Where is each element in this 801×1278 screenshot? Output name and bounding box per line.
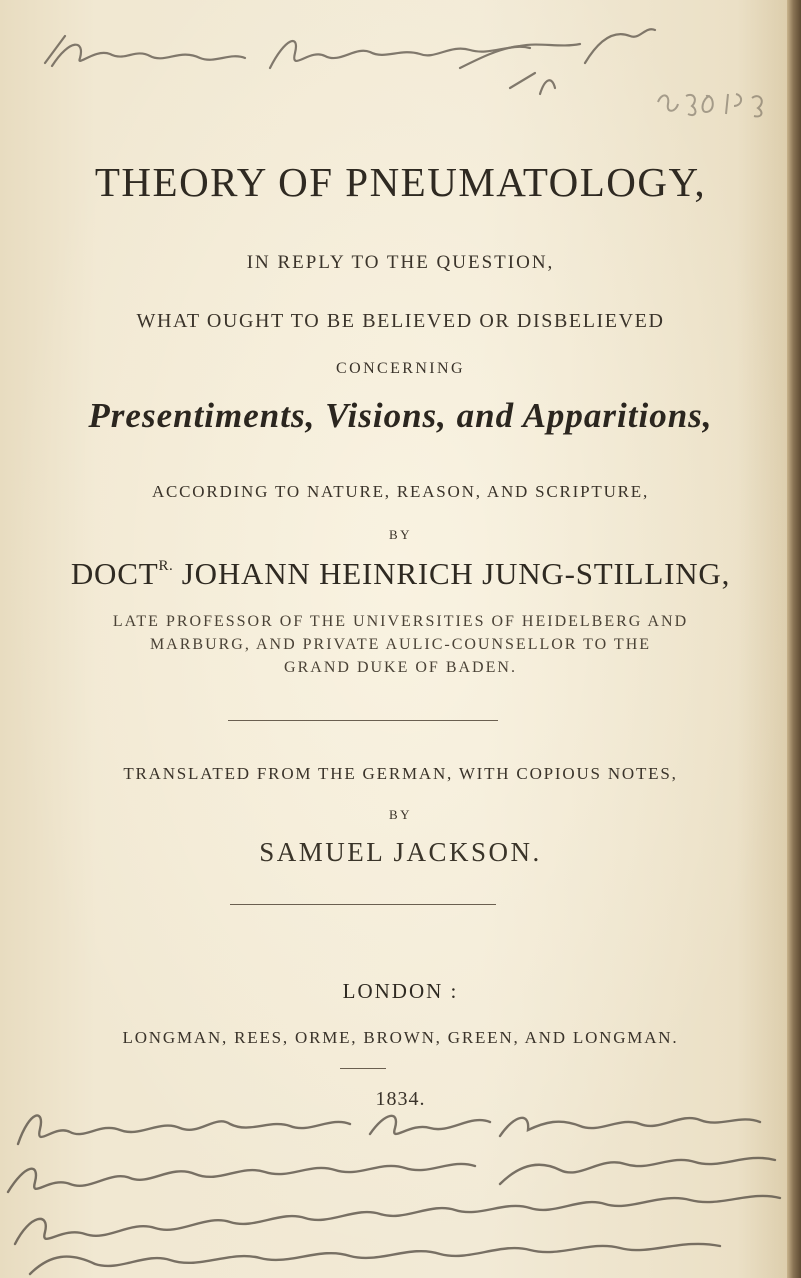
author-name [0,556,801,592]
book-title: THEORY OF PNEUMATOLOGY, [94,159,707,205]
by-label-translator: BY [388,807,413,822]
library-stamp-marks [648,82,798,122]
translator-name: SAMUEL JACKSON. [259,837,542,867]
divider-rule [228,720,498,721]
handwritten-inscription-top [40,18,740,128]
divider-rule [230,904,496,905]
credentials-line: LATE PROFESSOR OF THE UNIVERSITIES OF HEIDELBERG AND [112,613,689,630]
credentials-line: GRAND DUKE OF BADEN. [284,659,517,676]
according-line: ACCORDING TO NATURE, REASON, AND SCRIPTURE, [151,482,650,501]
handwritten-inscription-bottom [0,1104,790,1278]
page-edge-shadow [787,0,801,1278]
question-line: WHAT OUGHT TO BE BELIEVED OR DISBELIEVED [136,310,665,332]
credentials-line: MARBURG, AND PRIVATE AULIC-COUNSELLOR TO THE [149,636,652,653]
by-label-author: BY [388,527,413,542]
imprint-place: LONDON : [342,979,459,1003]
translated-line: TRANSLATED FROM THE GERMAN, WITH COPIOUS NOTES, [123,764,678,783]
author-prefix-sup: R. [158,558,174,574]
imprint-publisher: LONGMAN, REES, ORME, BROWN, GREEN, AND LONGMAN. [122,1028,679,1047]
author-prefix: DOCT [70,556,159,591]
topic-heading: Presentiments, Visions, and Apparitions, [88,396,713,435]
author-full-name: JOHANN HEINRICH JUNG-STILLING, [181,556,731,591]
imprint-year: 1834. [375,1088,426,1110]
concerning-line: CONCERNING [336,360,465,377]
subtitle: IN REPLY TO THE QUESTION, [246,252,555,273]
short-divider-rule [340,1068,386,1069]
author-credentials [0,610,801,679]
